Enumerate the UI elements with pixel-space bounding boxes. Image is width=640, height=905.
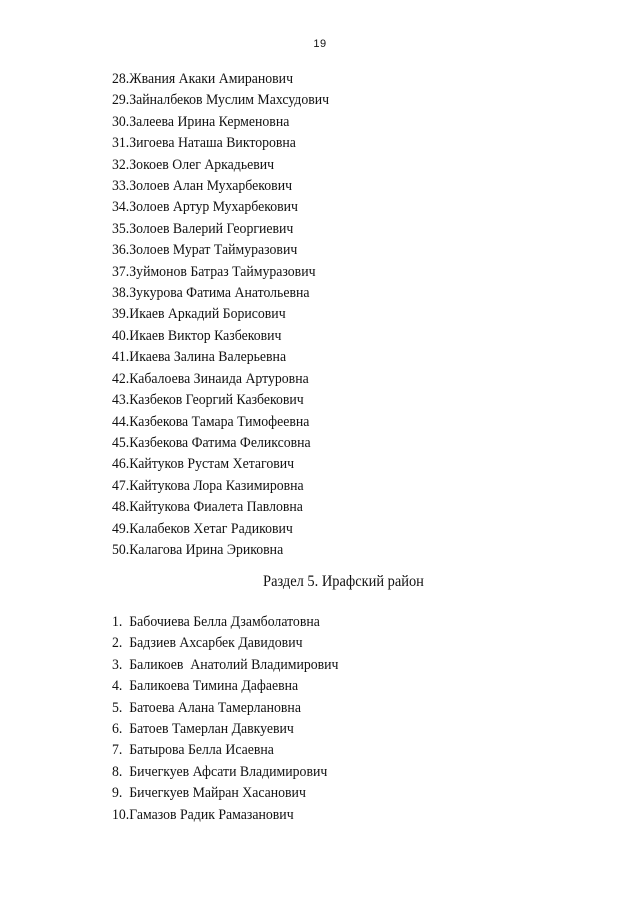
list-item: 34.Золоев Артур Мухарбекович (112, 199, 298, 216)
list-item: 28.Жвания Акаки Амиранович (112, 71, 294, 87)
list-item: 50.Калагова Ирина Эриковна (112, 541, 284, 558)
list-item: 29.Зайналбеков Муслим Махсудович (112, 92, 330, 109)
list-item: 2. Бадзиев Ахсарбек Давидович (112, 635, 303, 652)
list-item: 41.Икаева Залина Валерьевна (112, 349, 287, 366)
list-item: 10.Гамазов Радик Рамазанович (112, 806, 294, 823)
list-item: 31.Зигоева Наташа Викторовна (112, 135, 296, 152)
list-item: 36.Золоев Мурат Таймуразович (112, 242, 298, 259)
section-heading-text: Раздел 5. Ирафский район (262, 573, 424, 590)
list-item: 7. Батырова Белла Исаевна (112, 742, 274, 759)
list-item: 3. Баликоев Анатолий Владимирович (112, 656, 339, 673)
list-item: 1. Бабочиева Белла Дзамболатовна (112, 614, 320, 630)
list-item: 48.Кайтукова Фиалета Павловна (112, 499, 303, 516)
name-list-section-5 (112, 612, 358, 826)
list-item: 42.Кабалоева Зинаида Артуровна (112, 370, 309, 387)
list-item: 30.Залеева Ирина Керменовна (112, 113, 290, 130)
name-list-continued (112, 69, 348, 561)
list-item: 6. Батоев Тамерлан Давкуевич (112, 721, 294, 738)
list-item: 5. Батоева Алана Тамерлановна (112, 699, 301, 716)
list-item: 46.Кайтуков Рустам Хетагович (112, 456, 295, 473)
list-item: 44.Казбекова Тамара Тимофеевна (112, 413, 310, 430)
list-item: 47.Кайтукова Лора Казимировна (112, 477, 304, 494)
list-item: 49.Калабеков Хетаг Радикович (112, 520, 293, 537)
section-heading (0, 573, 640, 591)
list-item: 37.Зуймонов Батраз Таймуразович (112, 263, 316, 280)
list-item: 38.Зукурова Фатима Анатольевна (112, 285, 310, 302)
list-item: 43.Казбеков Георгий Казбекович (112, 392, 304, 409)
list-item: 32.Зокоев Олег Аркадьевич (112, 156, 275, 173)
list-item: 40.Икаев Виктор Казбекович (112, 327, 282, 344)
list-item: 4. Баликоева Тимина Дафаевна (112, 678, 299, 695)
list-item: 39.Икаев Аркадий Борисович (112, 306, 286, 323)
list-item: 35.Золоев Валерий Георгиевич (112, 220, 294, 237)
list-item: 33.Золоев Алан Мухарбекович (112, 178, 293, 195)
list-item: 9. Бичегкуев Майран Хасанович (112, 785, 306, 802)
list-item: 8. Бичегкуев Афсати Владимирович (112, 763, 328, 780)
page-number: 19 (313, 38, 327, 50)
list-item: 45.Казбекова Фатима Феликсовна (112, 434, 311, 451)
